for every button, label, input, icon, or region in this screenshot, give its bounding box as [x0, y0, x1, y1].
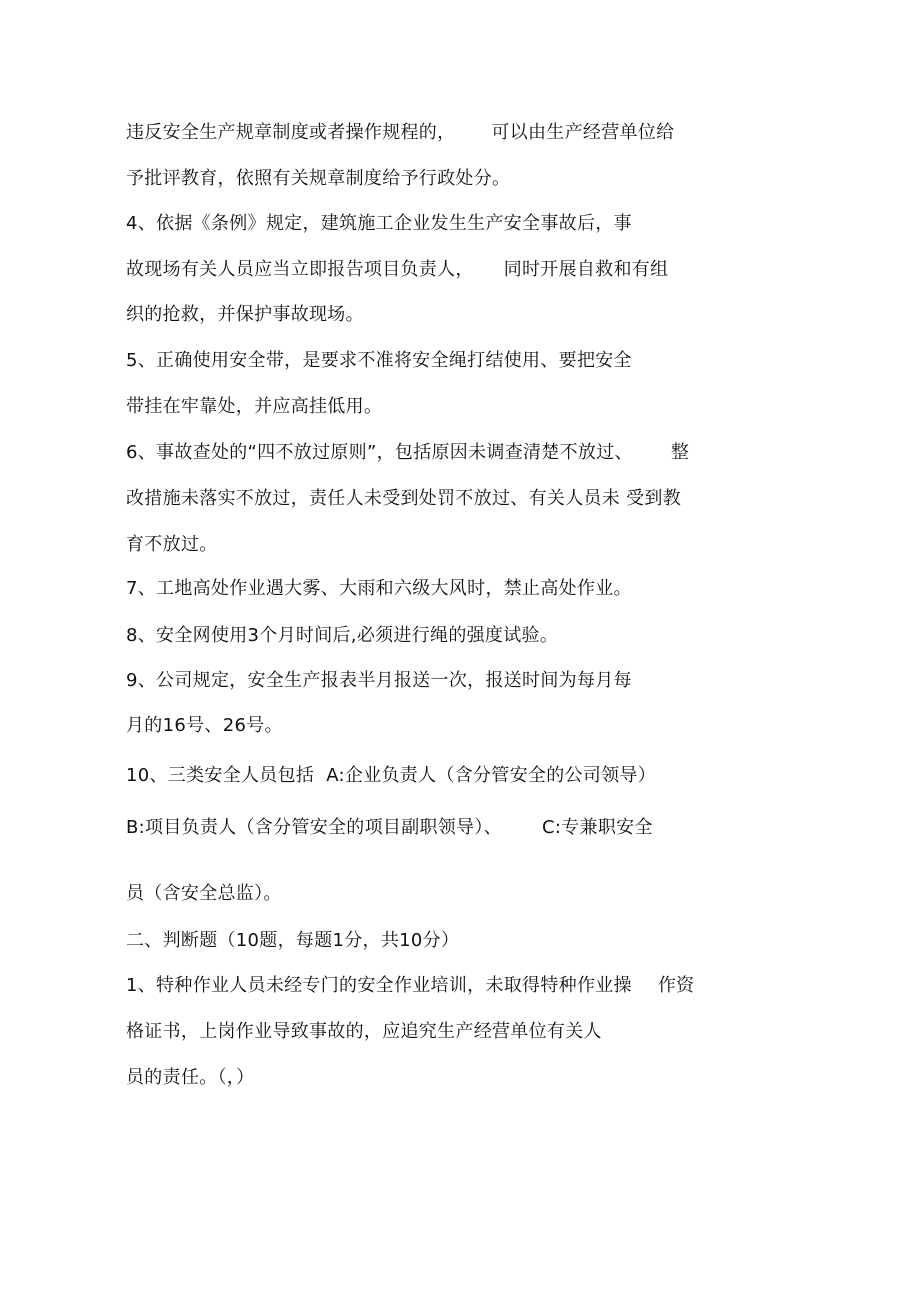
text-segment: 织的抢救，并保护事故现场。 — [126, 304, 364, 325]
text-segment: 5、正确使用安全带，是要求不准将安全绳打结使用、要把安全 — [126, 350, 632, 371]
text-segment: 10、三类安全人员包括 A:企业负责人（含分管安全的公司领导） — [126, 765, 657, 786]
text-segment: 违反安全生产规章制度或者操作规程的， — [126, 122, 456, 143]
text-segment: 改措施未落实不放过，责任人未受到处罚不放过、有关人员未 受到教 — [126, 488, 682, 509]
text-segment: 作资 — [657, 975, 695, 996]
text-segment: 带挂在牢靠处，并应高挂低用。 — [126, 396, 383, 417]
text-segment: 整 — [670, 442, 690, 463]
text-segment: 员的责任。（，） — [126, 1067, 255, 1088]
text-segment: 育不放过。 — [126, 534, 218, 555]
text-segment: 予批评教育，依照有关规章制度给予行政处分。 — [126, 168, 511, 189]
text-line — [126, 882, 282, 906]
text-line — [126, 1020, 602, 1044]
text-segment: 月的16号、26号。 — [126, 715, 283, 736]
text-segment: 7、工地高处作业遇大雾、大雨和六级大风时，禁止高处作业。 — [126, 578, 632, 599]
text-line — [126, 577, 632, 601]
text-line — [126, 212, 632, 236]
text-line — [126, 764, 656, 788]
text-segment: 4、依据《条例》规定，建筑施工企业发生生产安全事故后，事 — [126, 213, 632, 234]
text-segment: 员（含安全总监）。 — [126, 883, 282, 904]
text-segment: 可以由生产经营单位给 — [491, 122, 675, 143]
text-line — [126, 349, 632, 373]
text-line — [126, 258, 668, 282]
text-segment: 格证书，上岗作业导致事故的，应追究生产经营单位有关人 — [126, 1021, 602, 1042]
text-segment: 同时开展自救和有组 — [503, 259, 669, 280]
text-line — [126, 669, 632, 693]
text-segment: 6、事故查处的“四不放过原则”，包括原因未调查清楚不放过、 — [126, 442, 633, 463]
text-line — [126, 533, 218, 557]
text-line — [126, 714, 283, 738]
section-heading — [126, 929, 459, 953]
text-segment: C:专兼职安全 — [542, 817, 653, 838]
text-segment: B:项目负责人（含分管安全的项目副职领导）、 — [126, 817, 503, 838]
text-segment: 二、判断题（10题，每题1分，共10分） — [126, 930, 460, 951]
text-line — [126, 441, 689, 465]
text-line — [126, 167, 510, 191]
text-line — [126, 816, 653, 840]
text-line — [126, 1066, 254, 1090]
text-line — [126, 974, 694, 998]
text-segment: 8、安全网使用3个月时间后,必须进行绳的强度试验。 — [126, 625, 559, 646]
text-line — [126, 395, 382, 419]
text-segment: 故现场有关人员应当立即报告项目负责人， — [126, 259, 474, 280]
text-line — [126, 624, 558, 648]
text-line — [126, 487, 681, 511]
text-segment: 9、公司规定，安全生产报表半月报送一次，报送时间为每月每 — [126, 670, 632, 691]
text-line — [126, 303, 364, 327]
text-line — [126, 121, 674, 145]
text-segment: 1、特种作业人员未经专门的安全作业培训，未取得特种作业操 — [126, 975, 632, 996]
